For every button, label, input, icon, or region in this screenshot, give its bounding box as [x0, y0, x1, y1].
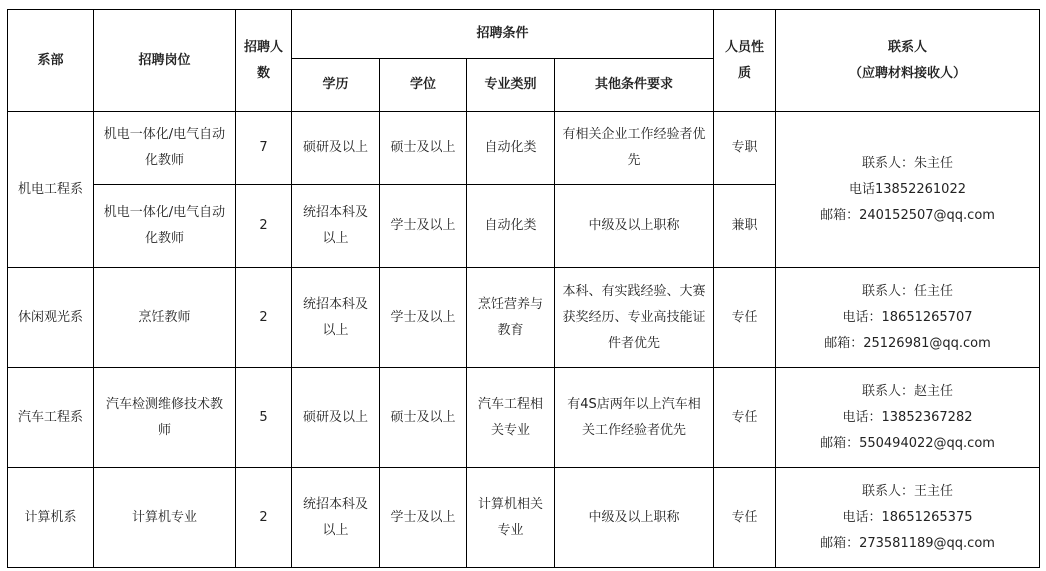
header-conditions: 招聘条件: [292, 10, 714, 59]
table-row: [8, 368, 1040, 468]
cell-count: 7: [236, 112, 292, 185]
cell-nature: 专任: [714, 368, 776, 468]
cell-contact: [776, 268, 1040, 368]
cell-position: 烹饪教师: [94, 268, 236, 368]
cell-major: 烹饪营养与教育: [467, 268, 555, 368]
cell-education: 统招本科及以上: [292, 185, 380, 268]
cell-position: 汽车检测维修技术教师: [94, 368, 236, 468]
cell-contact: [776, 368, 1040, 468]
cell-count: 2: [236, 468, 292, 568]
cell-position: 机电一体化/电气自动化教师: [94, 112, 236, 185]
cell-nature: 专职: [714, 112, 776, 185]
cell-degree: 学士及以上: [380, 185, 467, 268]
table-row: [8, 112, 1040, 185]
header-position: 招聘岗位: [94, 10, 236, 112]
contact-name: 联系人：任主任: [862, 283, 954, 299]
contact-email: 邮箱：25126981@qq.com: [824, 335, 991, 351]
contact-email: 邮箱：550494022@qq.com: [820, 435, 995, 451]
table-row: [8, 468, 1040, 568]
cell-other: 本科、有实践经验、大赛获奖经历、专业高技能证件者优先: [555, 268, 714, 368]
header-nature: 人员性质: [714, 10, 776, 112]
header-contact: [776, 10, 1040, 112]
cell-education: 统招本科及以上: [292, 268, 380, 368]
cell-other: 中级及以上职称: [555, 185, 714, 268]
header-education: 学历: [292, 59, 380, 112]
contact-email: 邮箱：273581189@qq.com: [820, 535, 995, 551]
contact-name: 联系人：赵主任: [862, 383, 954, 399]
header-other: 其他条件要求: [555, 59, 714, 112]
cell-count: 2: [236, 185, 292, 268]
cell-dept: 汽车工程系: [8, 368, 94, 468]
contact-name: 联系人：朱主任: [862, 155, 954, 171]
cell-nature: 专任: [714, 268, 776, 368]
header-contact-title: 联系人: [888, 39, 928, 55]
contact-phone: 电话：18651265375: [842, 509, 973, 525]
cell-degree: 学士及以上: [380, 268, 467, 368]
cell-other: 有4S店两年以上汽车相关工作经验者优先: [555, 368, 714, 468]
cell-major: 自动化类: [467, 112, 555, 185]
cell-dept: 机电工程系: [8, 112, 94, 268]
cell-count: 2: [236, 268, 292, 368]
cell-nature: 兼职: [714, 185, 776, 268]
cell-position: 机电一体化/电气自动化教师: [94, 185, 236, 268]
header-major: 专业类别: [467, 59, 555, 112]
recruitment-table: [7, 9, 1040, 568]
cell-major: 自动化类: [467, 185, 555, 268]
cell-contact: [776, 468, 1040, 568]
contact-phone: 电话：13852367282: [842, 409, 973, 425]
cell-count: 5: [236, 368, 292, 468]
cell-other: 中级及以上职称: [555, 468, 714, 568]
contact-phone: 电话：18651265707: [842, 309, 973, 325]
cell-degree: 硕士及以上: [380, 112, 467, 185]
header-dept: 系部: [8, 10, 94, 112]
cell-other: 有相关企业工作经验者优先: [555, 112, 714, 185]
cell-major: 计算机相关专业: [467, 468, 555, 568]
contact-email: 邮箱：240152507@qq.com: [820, 207, 995, 223]
cell-dept: 计算机系: [8, 468, 94, 568]
contact-phone: 电话13852261022: [849, 181, 966, 197]
cell-degree: 学士及以上: [380, 468, 467, 568]
cell-position: 计算机专业: [94, 468, 236, 568]
header-count: 招聘人数: [236, 10, 292, 112]
cell-contact: [776, 112, 1040, 268]
cell-education: 硕研及以上: [292, 368, 380, 468]
cell-education: 硕研及以上: [292, 112, 380, 185]
cell-nature: 专任: [714, 468, 776, 568]
cell-education: 统招本科及以上: [292, 468, 380, 568]
header-degree: 学位: [380, 59, 467, 112]
cell-major: 汽车工程相关专业: [467, 368, 555, 468]
cell-degree: 硕士及以上: [380, 368, 467, 468]
contact-name: 联系人：王主任: [862, 483, 954, 499]
table-row: [8, 268, 1040, 368]
header-contact-sub: （应聘材料接收人）: [849, 65, 967, 81]
cell-dept: 休闲观光系: [8, 268, 94, 368]
